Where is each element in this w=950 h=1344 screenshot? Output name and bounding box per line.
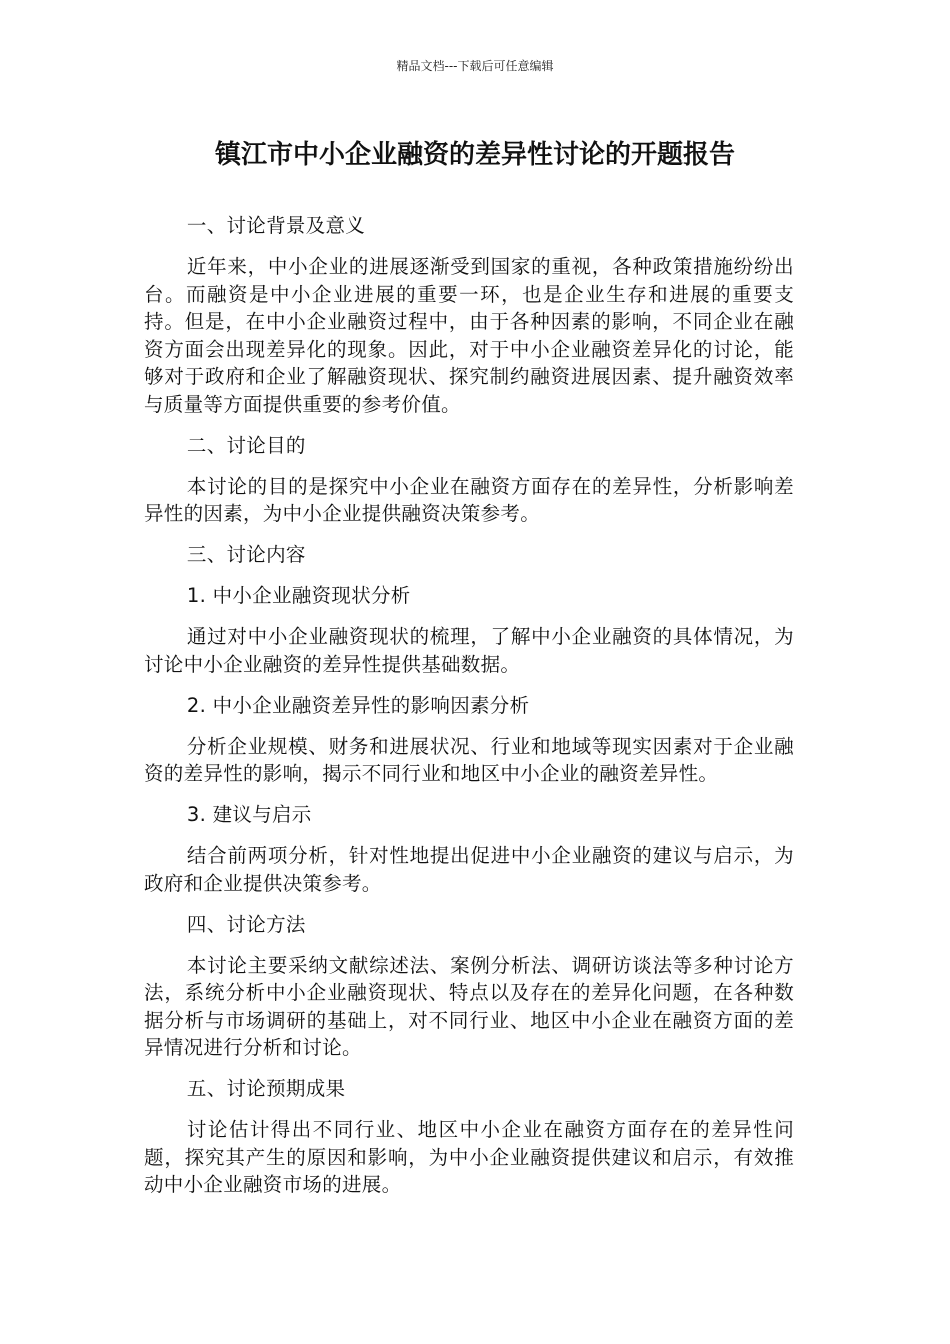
- section-body-background: 近年来，中小企业的进展逐渐受到国家的重视，各种政策措施纷纷出台。而融资是中小企业进展的重要一环，也是企业生存和进展的重要支持。但是，在中小企业融资过程中，由于各种因素的影响，不同企业在融资方面会出现差异化的现象。因此，对于中小企业融资差异化的讨论，能够对于政府和企业了解融资现状、探究制约融资进展因素、提升融资效率与质量等方面提供重要的参考价值。: [144, 255, 794, 416]
- section-heading-methods: 四、讨论方法: [186, 912, 306, 936]
- subsection-body-factor-analysis: 分析企业规模、财务和进展状况、行业和地域等现实因素对于企业融资的差异性的影响，揭示不同行业和地区中小企业的融资差异性。: [144, 734, 794, 785]
- header-note: 精品文档---下载后可任意编辑: [396, 59, 554, 73]
- subsection-body-suggestions: 结合前两项分析，针对性地提出促进中小企业融资的建议与启示，为政府和企业提供决策参考。: [144, 844, 794, 895]
- subsection-heading-suggestions: 3. 建议与启示: [186, 803, 312, 826]
- section-heading-content: 三、讨论内容: [186, 543, 306, 566]
- section-body-purpose: 本讨论的目的是探究中小企业在融资方面存在的差异性，分析影响差异性的因素，为中小企业提供融资决策参考。: [144, 474, 794, 525]
- section-body-expected-results: 讨论估计得出不同行业、地区中小企业在融资方面存在的差异性问题，探究其产生的原因和影响，为中小企业融资提供建议和启示，有效推动中小企业融资市场的进展。: [144, 1118, 794, 1196]
- subsection-heading-status-analysis: 1. 中小企业融资现状分析: [186, 584, 411, 607]
- section-heading-purpose: 二、讨论目的: [186, 433, 306, 457]
- subsection-body-status-analysis: 通过对中小企业融资现状的梳理，了解中小企业融资的具体情况，为讨论中小企业融资的差异性提供基础数据。: [144, 625, 794, 676]
- section-heading-expected-results: 五、讨论预期成果: [186, 1077, 346, 1100]
- section-heading-background: 一、讨论背景及意义: [186, 214, 366, 237]
- document-title: 镇江市中小企业融资的差异性讨论的开题报告: [214, 140, 735, 170]
- subsection-heading-factor-analysis: 2. 中小企业融资差异性的影响因素分析: [186, 693, 530, 717]
- document-body: [144, 212, 794, 1212]
- section-body-methods: 本讨论主要采纳文献综述法、案例分析法、调研访谈法等多种讨论方法，系统分析中小企业融资现状、特点以及存在的差异化问题，在各种数据分析与市场调研的基础上，对不同行业、地区中小企业在融资方面的差异情况进行分析和讨论。: [144, 953, 794, 1059]
